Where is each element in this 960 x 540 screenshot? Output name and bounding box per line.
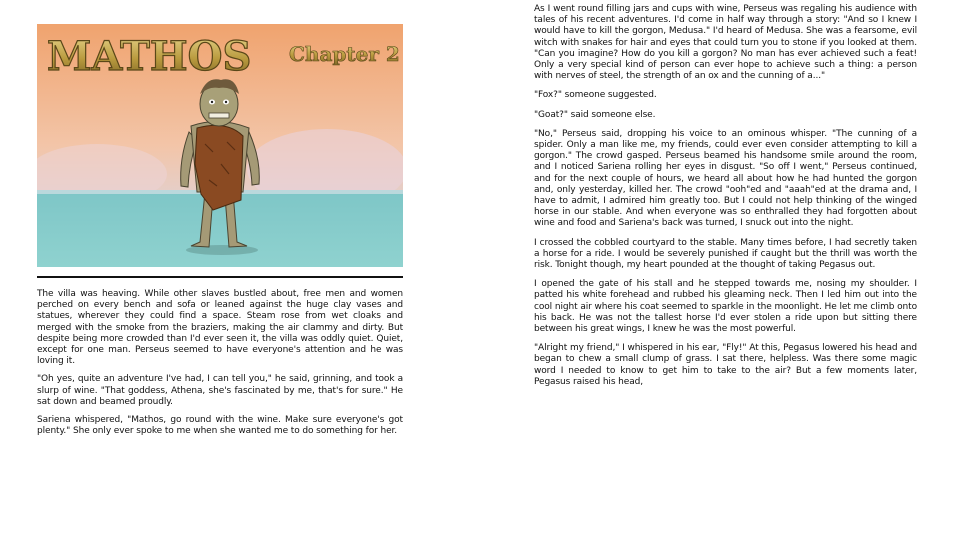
paragraph: I crossed the cobbled courtyard to the stable. Many times before, I had secretly taken a horse for a ride. I would be severely punished if caught but the thrill was worth the risk. Tonight though, my heart pounded at the thought of taking Pegasus out. bbox=[534, 237, 917, 271]
cover-illustration bbox=[37, 24, 403, 267]
paragraph: I opened the gate of his stall and he stepped towards me, nosing my shoulder. I patted his white forehead and rubbed his gleaming neck. Then I led him out into the cool night air where his coat seemed to sparkle in the moonlight. He let me climb onto his back. He was not the tallest horse I'd ever stolen a ride upon but sitting there between his great wings, I knew he was the most powerful. bbox=[534, 279, 917, 335]
right-column bbox=[534, 4, 917, 536]
paragraph: "Fox?" someone suggested. bbox=[534, 90, 657, 101]
paragraph: "Alright my friend," I whispered in his ear, "Fly!" At this, Pegasus lowered his head and began to chew a small clump of grass. I sat there, helpless. Was there some magic word I needed to know to get him to take to the air? But a few moments later, Pegasus raised his head, bbox=[534, 343, 917, 387]
cover-chapter: Chapter 2 bbox=[289, 42, 400, 66]
section-divider bbox=[37, 276, 403, 278]
paragraph: As I went round filling jars and cups with wine, Perseus was regaling his audience with tales of his recent adventures. I'd come in half way through a story: "And so I knew I would have to kill the gorgon, Medusa." I'd heard of Medusa. She was a fearsome, evil witch with snakes for hair and eyes that could turn you to stone if you looked at them. "Can you imagine? How do you kill a gorgon? No man has ever achieved such a feat! Only a very special kind of person can ever hope to achieve such a thing: a person with nerves of steel, the strength of an ox and the cunning of a..." bbox=[534, 4, 917, 82]
paragraph: "No," Perseus said, dropping his voice to an ominous whisper. "The cunning of a spider. Only a man like me, my friends, could ever even consider attempting to kill a gorgon." The crowd gasped. Perseus beamed his handsome smile around the room, and I noticed Sariena rolling her eyes in disgust. "So off I went," Perseus continued, and for the next couple of hours, we heard all about how he had hunted the gorgon and, only yesterday, killed her. The crowd "ooh"ed and "aaah"ed at the drama and, I have to admit, I admired him greatly too. But I could not help thinking of the winged horse in our stable. And when everyone was so enthralled they had forgotten about wine and food and Sariena's back was turned, I snuck out into the night. bbox=[534, 128, 917, 229]
paragraph: Sariena whispered, "Mathos, go round with the wine. Make sure everyone's got plenty." She only ever spoke to me when she wanted me to do something for her. bbox=[37, 415, 403, 437]
paragraph: The villa was heaving. While other slaves bustled about, free men and women perched on every bench and sofa or leaned against the huge clay vases and statues, wherever they could find a space. Steam rose from wet cloaks and merged with the smoke from the braziers, making the air clammy and dirty. But despite being more crowded than I'd ever seen it, the villa was oddly quiet. Quiet, except for one man. Perseus seemed to have everyone's attention and he was loving it. bbox=[37, 289, 403, 367]
left-column bbox=[37, 289, 403, 444]
paragraph: "Goat?" said someone else. bbox=[534, 109, 656, 120]
paragraph: "Oh yes, quite an adventure I've had, I can tell you," he said, grinning, and took a slurp of wine. "That goddess, Athena, she's fascinated by me, that's for sure." He sat down and beamed proudly. bbox=[37, 374, 403, 407]
cover-title: MATHOS bbox=[47, 33, 252, 80]
